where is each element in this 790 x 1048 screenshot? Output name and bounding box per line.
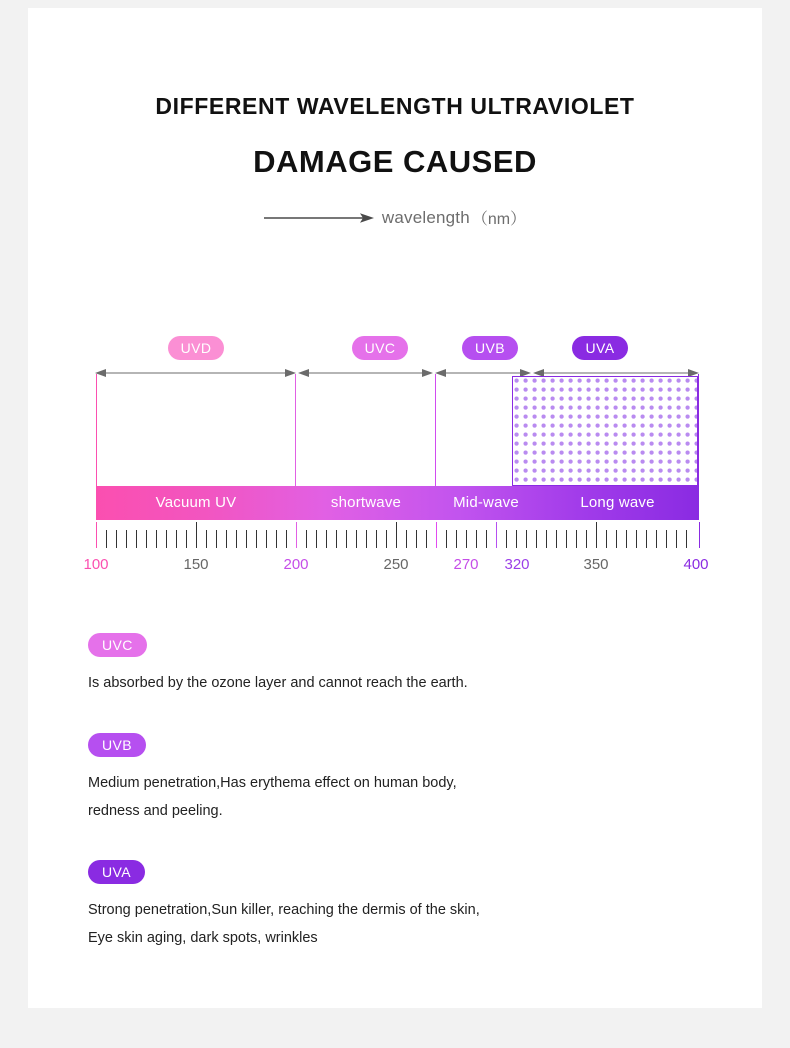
axis-tick-270: 270 bbox=[453, 556, 479, 573]
separator-270 bbox=[435, 374, 436, 488]
arrow-right-icon bbox=[264, 211, 374, 225]
axis-tick-250: 250 bbox=[383, 556, 409, 573]
band-pill-uvb: UVB bbox=[462, 336, 518, 360]
page-canvas bbox=[28, 8, 762, 1008]
section-uvc-line1: Is absorbed by the ozone layer and cannot reach the earth. bbox=[88, 675, 468, 691]
section-uvb-line2: redness and peeling. bbox=[88, 803, 223, 820]
colorbar-label-uvb: Mid-wave bbox=[453, 494, 519, 511]
section-pill-uva: UVA bbox=[88, 860, 145, 884]
separator-200 bbox=[295, 374, 296, 488]
uva-dotted-region bbox=[512, 376, 698, 486]
separator-400 bbox=[698, 374, 699, 488]
wavelength-label: wavelength bbox=[381, 207, 470, 227]
section-pill-uvb: UVB bbox=[88, 733, 146, 757]
band-pill-uvd: UVD bbox=[168, 336, 224, 360]
colorbar-label-uva: Long wave bbox=[580, 494, 655, 511]
colorbar-label-uvd: Vacuum UV bbox=[155, 494, 237, 511]
band-pill-uva: UVA bbox=[572, 336, 628, 360]
section-uvb-line1: Medium penetration,Has erythema effect on human body, bbox=[88, 775, 457, 791]
section-uva-line1: Strong penetration,Sun killer, reaching the dermis of the skin, bbox=[88, 902, 480, 918]
section-uvc bbox=[88, 633, 728, 697]
band-pill-uvc: UVC bbox=[352, 336, 408, 360]
section-uvb bbox=[88, 733, 728, 826]
axis-tick-400: 400 bbox=[683, 556, 709, 573]
uv-spectrum-chart bbox=[28, 308, 762, 608]
section-pill-uvc: UVC bbox=[88, 633, 147, 657]
axis-tick-150: 150 bbox=[183, 556, 209, 573]
page-title: DIFFERENT WAVELENGTH ULTRAVIOLET bbox=[155, 93, 635, 119]
axis-tick-200: 200 bbox=[283, 556, 309, 573]
section-uva bbox=[88, 860, 728, 953]
axis-tick-320: 320 bbox=[504, 556, 530, 573]
wavelength-caption bbox=[28, 206, 762, 229]
axis-tick-100: 100 bbox=[83, 556, 109, 573]
ruler-ticks bbox=[96, 522, 699, 548]
axis-tick-350: 350 bbox=[583, 556, 609, 573]
page-subtitle: DAMAGE CAUSED bbox=[253, 144, 537, 179]
spectrum-colorbar bbox=[96, 486, 699, 520]
separator-100 bbox=[96, 374, 97, 488]
wavelength-unit: （nm） bbox=[471, 211, 527, 228]
section-uva-line2: Eye skin aging, dark spots, wrinkles bbox=[88, 930, 318, 947]
colorbar-label-uvc: shortwave bbox=[330, 494, 402, 511]
